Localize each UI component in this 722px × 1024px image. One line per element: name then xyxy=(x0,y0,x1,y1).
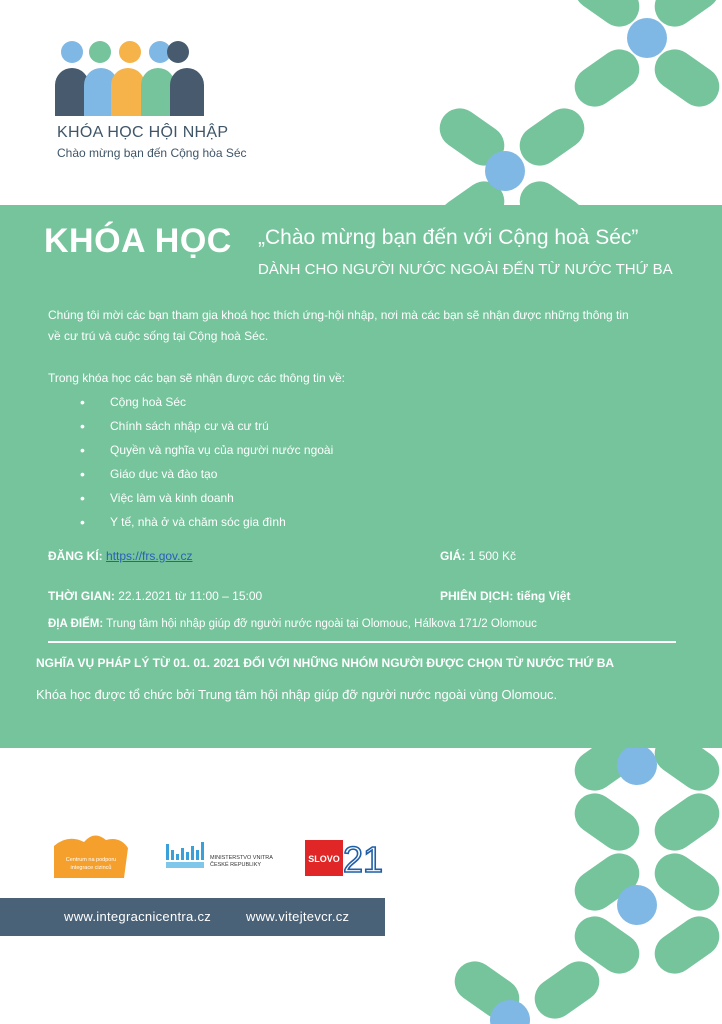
footer-url-vitejtevcr[interactable]: www.vitejtevcr.cz xyxy=(246,909,350,924)
place-label: ĐỊA ĐIỂM: xyxy=(48,618,104,630)
logo-subtitle: Chào mừng bạn đến Cộng hòa Séc xyxy=(57,146,247,160)
register-info xyxy=(48,549,193,563)
register-link[interactable]: https://frs.gov.cz xyxy=(106,549,193,563)
footer-url-integracnicentra[interactable]: www.integracnicentra.cz xyxy=(64,909,212,924)
course-title: KHÓA HỌC xyxy=(44,222,232,260)
intro-line-1: Chúng tôi mời các bạn tham gia khoá học thích ứng-hội nhập, nơi mà các bạn sẽ nhận được những thông tin xyxy=(48,308,629,322)
list-item: • Cộng hoà Séc xyxy=(80,392,333,416)
list-item: • Quyền và nghĩa vụ của người nước ngoài xyxy=(80,440,333,464)
topics-list xyxy=(80,392,333,536)
list-item: • Y tế, nhà ở và chăm sóc gia đình xyxy=(80,512,333,536)
ministry-line-2: ČESKÉ REPUBLIKY xyxy=(210,862,262,868)
integration-centre-logo-icon xyxy=(54,835,128,878)
time-label: THỜI GIAN: xyxy=(48,589,115,603)
intro-paragraph xyxy=(48,305,678,347)
list-item: • Chính sách nhập cư và cư trú xyxy=(80,416,333,440)
integration-logo-line-1: Centrum na podporu xyxy=(65,857,117,863)
divider xyxy=(48,641,676,643)
list-item: • Việc làm và kinh doanh xyxy=(80,488,333,512)
topics-intro: Trong khóa học các bạn sẽ nhận được các thông tin về: xyxy=(48,371,345,385)
slovo-text: SLOVO xyxy=(308,854,340,864)
legal-obligation-note: NGHĨA VỤ PHÁP LÝ TỪ 01. 01. 2021 ĐỐI VỚI NHỮNG NHÓM NGƯỜI ĐƯỢC CHỌN TỪ NƯỚC THỨ BA xyxy=(36,656,615,670)
slovo-number: 21 xyxy=(342,839,384,880)
course-quote-title: „Chào mừng bạn đến với Cộng hoà Séc” xyxy=(258,226,639,249)
price-info xyxy=(440,549,516,563)
price-label: GIÁ: xyxy=(440,549,466,563)
partner-logos xyxy=(50,828,390,888)
list-item: • Giáo dục và đào tạo xyxy=(80,464,333,488)
ministry-line-1: MINISTERSTVO VNITRA xyxy=(210,855,273,861)
footer-bar xyxy=(0,898,385,936)
ministry-logo-icon xyxy=(166,842,204,868)
place-info xyxy=(48,618,537,630)
intro-line-2: về cư trú và cuộc sống tại Cộng hoà Séc. xyxy=(48,329,269,343)
time-info xyxy=(48,589,262,603)
slovo21-logo-icon xyxy=(305,839,383,880)
logo-title: KHÓA HỌC HỘI NHẬP xyxy=(57,124,229,141)
interpreter-value: tiếng Việt xyxy=(516,589,571,603)
interpreter-label: PHIÊN DỊCH: xyxy=(440,589,514,603)
time-value: 22.1.2021 từ 11:00 – 15:00 xyxy=(118,589,263,603)
organizer-note: Khóa học được tổ chức bởi Trung tâm hội nhập giúp đỡ người nước ngoài vùng Olomouc. xyxy=(36,687,558,702)
integration-logo-line-2: integrace cizinců xyxy=(70,865,112,871)
price-value: 1 500 Kč xyxy=(468,549,517,563)
place-value: Trung tâm hội nhập giúp đỡ người nước ngoài tại Olomouc, Hálkova 171/2 Olomouc xyxy=(106,618,537,630)
course-audience-subtitle: DÀNH CHO NGƯỜI NƯỚC NGOÀI ĐẾN TỪ NƯỚC THỨ BA xyxy=(258,261,673,278)
register-label: ĐĂNG KÍ: xyxy=(48,549,103,563)
interpreter-info xyxy=(440,589,570,603)
